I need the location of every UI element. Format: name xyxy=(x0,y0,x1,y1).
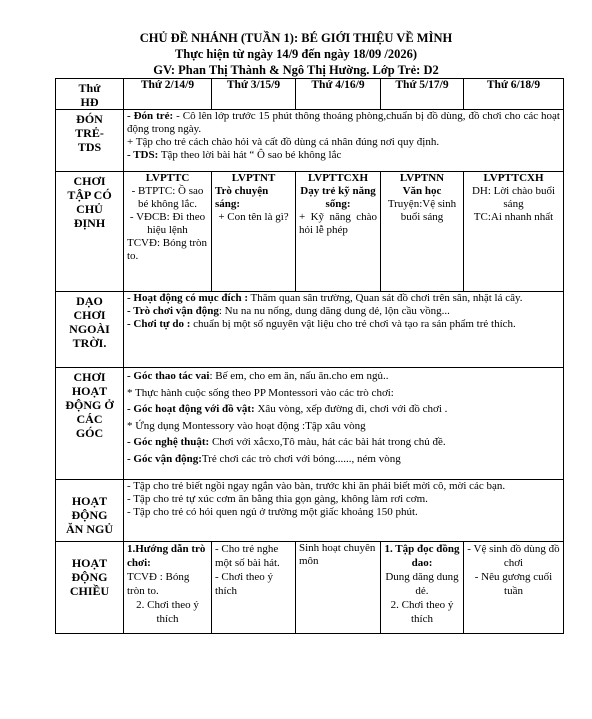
reception-row xyxy=(56,110,564,172)
corner-play-content: - Góc thao tác vai: Bế em, cho em ăn, nấu ăn.cho em ngủ.. * Thực hành cuộc sống theo PP Montessori vào các trò chơi: - Góc hoạt động với đồ vật: Xâu vòng, xếp đường đi, chơi với đồ chơi . * Ứng dụng Montessory vào hoạt động :Tập xâu vòng - Góc nghệ thuật: Chơi với xắcxo,Tô màu, hát các bài hát trong chủ đề. - Góc vận động:Trẻ chơi các trò chơi với bóng......, ném vòng xyxy=(124,368,564,480)
page-title: CHỦ ĐỀ NHÁNH (TUẦN 1): BÉ GIỚI THIỆU VỀ MÌNH xyxy=(139,31,453,45)
day-header-mon: Thứ 2/14/9 xyxy=(124,79,212,110)
day-header-thu: Thứ 5/17/9 xyxy=(381,79,464,110)
date-range: Thực hiện từ ngày 14/9 đến ngày 18/09 /2026) xyxy=(174,47,418,61)
reception-label: ĐÓN TRẺ- TDS xyxy=(56,110,124,172)
afternoon-label: HOẠT ĐỘNG CHIỀU xyxy=(56,542,124,634)
afternoon-thu: 1. Tập đọc đồng dao: Dung dăng dung dẻ. 2. Chơi theo ý thích xyxy=(381,542,464,634)
outdoor-label: DẠO CHƠI NGOÀI TRỜI. xyxy=(56,292,124,368)
planned-wed: LVPTTCXH Dạy trẻ kỹ năng sống: + Kỹ năng chào hỏi lễ phép xyxy=(296,172,381,292)
planned-thu: LVPTNN Văn học Truyện:Vệ sinh buổi sáng xyxy=(381,172,464,292)
corner-play-label: CHƠI HOẠT ĐỘNG Ở CÁC GÓC xyxy=(56,368,124,480)
afternoon-tue: - Cho trẻ nghe một số bài hát. - Chơi theo ý thích xyxy=(212,542,296,634)
outdoor-content: - Hoạt động có mục đích : Thăm quan sân trường, Quan sát đồ chơi trên sân, nhặt lá cây. - Trò chơi vận động: Nu na nu nống, dung dăng dung dẻ, lộn cầu vồng... - Chơi tự do : chuẩn bị một số nguyên vật liệu cho trẻ chơi và tạo ra sản phẩm trẻ thích. xyxy=(124,292,564,368)
outdoor-row xyxy=(56,292,564,368)
reception-content: - Đón trẻ: - Cô lên lớp trước 15 phút thông thoáng phòng,chuẩn bị đồ dùng, đồ chơi cho các hoạt động trong ngày. + Tập cho trẻ cách chào hỏi và cất đồ dùng cá nhân đúng nơi quy định. - TDS: Tập theo lời bài hát “ Ô sao bé không lắc xyxy=(124,110,564,172)
planned-activity-label: CHƠI TẬP CÓ CHỦ ĐỊNH xyxy=(56,172,124,292)
teacher-class-line: GV: Phan Thị Thành & Ngô Thị Hường. Lớp Trẻ: D2 xyxy=(153,63,439,77)
eat-sleep-content: - Tập cho trẻ biết ngồi ngay ngắn vào bàn, trước khi ăn phải biết mời cô, mời các bạn. - Tập cho trẻ tự xúc cơm ăn bằng thìa gọn gàng, không làm rơi cơm. - Tập cho trẻ có hói quen ngủ ở trường một giấc khoảng 150 phút. xyxy=(124,480,564,542)
day-header-fri: Thứ 6/18/9 xyxy=(464,79,564,110)
afternoon-fri: - Vệ sinh đồ dùng đồ chơi - Nêu gương cuối tuần xyxy=(464,542,564,634)
planned-activity-row xyxy=(56,172,564,292)
afternoon-mon: 1.Hướng dẫn trò chơi: TCVĐ : Bóng tròn to. 2. Chơi theo ý thích xyxy=(124,542,212,634)
afternoon-row xyxy=(56,542,564,634)
afternoon-wed: Sinh hoạt chuyên môn xyxy=(296,542,381,634)
day-header-wed: Thứ 4/16/9 xyxy=(296,79,381,110)
planned-tue: LVPTNT Trò chuyện sáng: + Con tên là gì? xyxy=(212,172,296,292)
corner-play-row xyxy=(56,368,564,480)
header-row xyxy=(56,79,564,110)
day-header-tue: Thứ 3/15/9 xyxy=(212,79,296,110)
eat-sleep-row xyxy=(56,480,564,542)
weekly-plan-table xyxy=(55,78,564,634)
planned-mon: LVPTTC - BTPTC: Ồ sao bé không lắc. - VĐCB: Đi theo hiệu lệnh TCVĐ: Bóng tròn to. xyxy=(124,172,212,292)
activity-column-header: Thứ HĐ xyxy=(56,79,124,110)
eat-sleep-label: HOẠT ĐỘNG ĂN NGỦ xyxy=(56,480,124,542)
planned-fri: LVPTTCXH DH: Lời chào buổi sáng TC:Ai nhanh nhất xyxy=(464,172,564,292)
